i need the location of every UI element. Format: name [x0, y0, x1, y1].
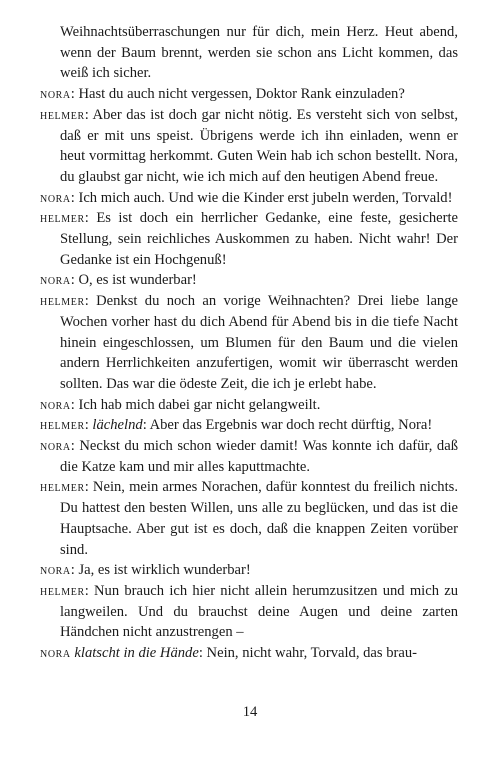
dialogue-paragraph: helmer: Denkst du noch an vorige Weihnachten? Drei liebe lange Wochen vorher hast du dich Abend für Abend bis in die tiefe Nacht hinein eingeschlossen, um Blumen für den Baum und die vielen andern Herrlichkeiten anzufertigen, womit wir überrascht werden sollten. Das war die ödeste Zeit, die ich je erlebt habe.	[40, 293, 458, 392]
dialogue-paragraph: nora: Ja, es ist wirklich wunderbar!	[40, 562, 251, 579]
dialogue-text: Aber das ist doch gar nicht nötig. Es versteht sich von selbst, daß er mit uns speist. Übrigens werde ich ihn einladen, wenn er heut vormittag herkommt. Guten Wein hab ich schon bestellt. Nora, du glaubst gar nicht, wie ich mich auf den heutigen Abend freue.	[60, 106, 458, 185]
speaker-name: nora	[40, 272, 71, 289]
dialogue-text: Nun brauch ich hier nicht allein herumzusitzen und mich zu langweilen. Und du brauchst deine Augen und deine zarten Händchen nicht anzustrengen –	[60, 582, 459, 641]
speaker-name: nora	[40, 562, 71, 579]
dialogue-paragraph: nora: Hast du auch nicht vergessen, Doktor Rank einzuladen?	[40, 86, 405, 103]
dialogue-paragraph: nora: O, es ist wunderbar!	[40, 272, 197, 289]
dialogue-text: O, es ist wunderbar!	[78, 272, 197, 289]
dialogue-paragraph: helmer: Nein, mein armes Norachen, dafür konntest du freilich nichts. Du hattest den besten Willen, uns alle zu beglücken, und das ist die Hauptsache. Aber gut ist es doch, daß die knappen Zeiten vorüber sind.	[40, 479, 458, 558]
speaker-name: helmer	[40, 582, 85, 599]
dialogue-text: Ich hab mich dabei gar nicht gelangweilt.	[78, 396, 321, 413]
speaker-name: helmer	[40, 479, 85, 496]
dialogue-text: Ich mich auch. Und wie die Kinder erst jubeln werden, Torvald!	[78, 189, 453, 206]
dialogue-text: Es ist doch ein herrlicher Gedanke, eine feste, gesicherte Stellung, sein reichliches Auskommen zu haben. Nicht wahr! Der Gedanke ist ein Hochgenuß!	[60, 210, 459, 268]
dialogue-paragraph: helmer: Aber das ist doch gar nicht nötig. Es versteht sich von selbst, daß er mit uns speist. Übrigens werde ich ihn einladen, wenn er heut vormittag herkommt. Guten Wein hab ich schon bestellt. Nora, du glaubst gar nicht, wie ich mich auf den heutigen Abend freue.	[40, 106, 458, 185]
speaker-name: nora	[40, 645, 71, 662]
speaker-name: nora	[40, 189, 71, 206]
stage-direction: lächelnd	[92, 417, 143, 434]
speaker-name: helmer	[40, 293, 85, 310]
dialogue-paragraph: nora: Ich hab mich dabei gar nicht gelangweilt.	[40, 396, 321, 413]
dialogue-paragraph: nora: Ich mich auch. Und wie die Kinder erst jubeln werden, Torvald!	[40, 189, 453, 206]
dialogue-text: Denkst du noch an vorige Weihnachten? Drei liebe lange Wochen vorher hast du dich Abend für Abend bis in die tiefe Nacht hinein eingeschlossen, um Blumen für den Baum und die vielen andern Herrlichkeiten anzufertigen, womit wir überrascht werden sollten. Das war die ödeste Zeit, die ich je erlebt habe.	[60, 293, 458, 392]
dialogue-text: Nein, mein armes Norachen, dafür konntest du freilich nichts. Du hattest den besten Willen, uns alle zu beglücken, und das ist die Hauptsache. Aber gut ist es doch, daß die knappen Zeiten vorüber sind.	[60, 479, 458, 558]
stage-direction: klatscht in die Hände	[74, 645, 199, 662]
dialogue-text: Hast du auch nicht vergessen, Doktor Rank einzuladen?	[78, 86, 405, 103]
dialogue-paragraph: nora: Neckst du mich schon wieder damit! Was konnte ich dafür, daß die Katze kam und mir alles kaputtmachte.	[40, 438, 458, 475]
speaker-name: nora	[40, 86, 71, 103]
speaker-name: helmer	[40, 106, 85, 123]
book-page-text	[40, 22, 458, 664]
dialogue-text: Nein, nicht wahr, Torvald, das brau-	[206, 645, 418, 662]
speaker-name: helmer	[40, 417, 85, 434]
dialogue-text: Aber das Ergebnis war doch recht dürftig, Nora!	[149, 417, 433, 434]
speaker-name: helmer	[40, 210, 85, 227]
dialogue-paragraph	[40, 22, 458, 84]
dialogue-text: Ja, es ist wirklich wunderbar!	[78, 562, 251, 579]
dialogue-paragraph: helmer: lächelnd: Aber das Ergebnis war doch recht dürftig, Nora!	[40, 417, 433, 434]
dialogue-text: Neckst du mich schon wieder damit! Was konnte ich dafür, daß die Katze kam und mir alles kaputtmachte.	[60, 438, 458, 475]
dialogue-text: Weihnachtsüberraschungen nur für dich, mein Herz. Heut abend, wenn der Baum brennt, werden sie schon ans Licht kommen, das weiß ich sicher.	[60, 24, 458, 82]
dialogue-paragraph: nora klatscht in die Hände: Nein, nicht wahr, Torvald, das brau-	[40, 645, 418, 662]
dialogue-paragraph: helmer: Nun brauch ich hier nicht allein herumzusitzen und mich zu langweilen. Und du brauchst deine Augen und deine zarten Händchen nicht anzustrengen –	[40, 582, 459, 641]
speaker-name: nora	[40, 396, 71, 413]
page-number: 14	[242, 704, 258, 720]
speaker-name: nora	[40, 438, 71, 455]
dialogue-paragraph: helmer: Es ist doch ein herrlicher Gedanke, eine feste, gesicherte Stellung, sein reichliches Auskommen zu haben. Nicht wahr! Der Gedanke ist ein Hochgenuß!	[40, 210, 459, 268]
